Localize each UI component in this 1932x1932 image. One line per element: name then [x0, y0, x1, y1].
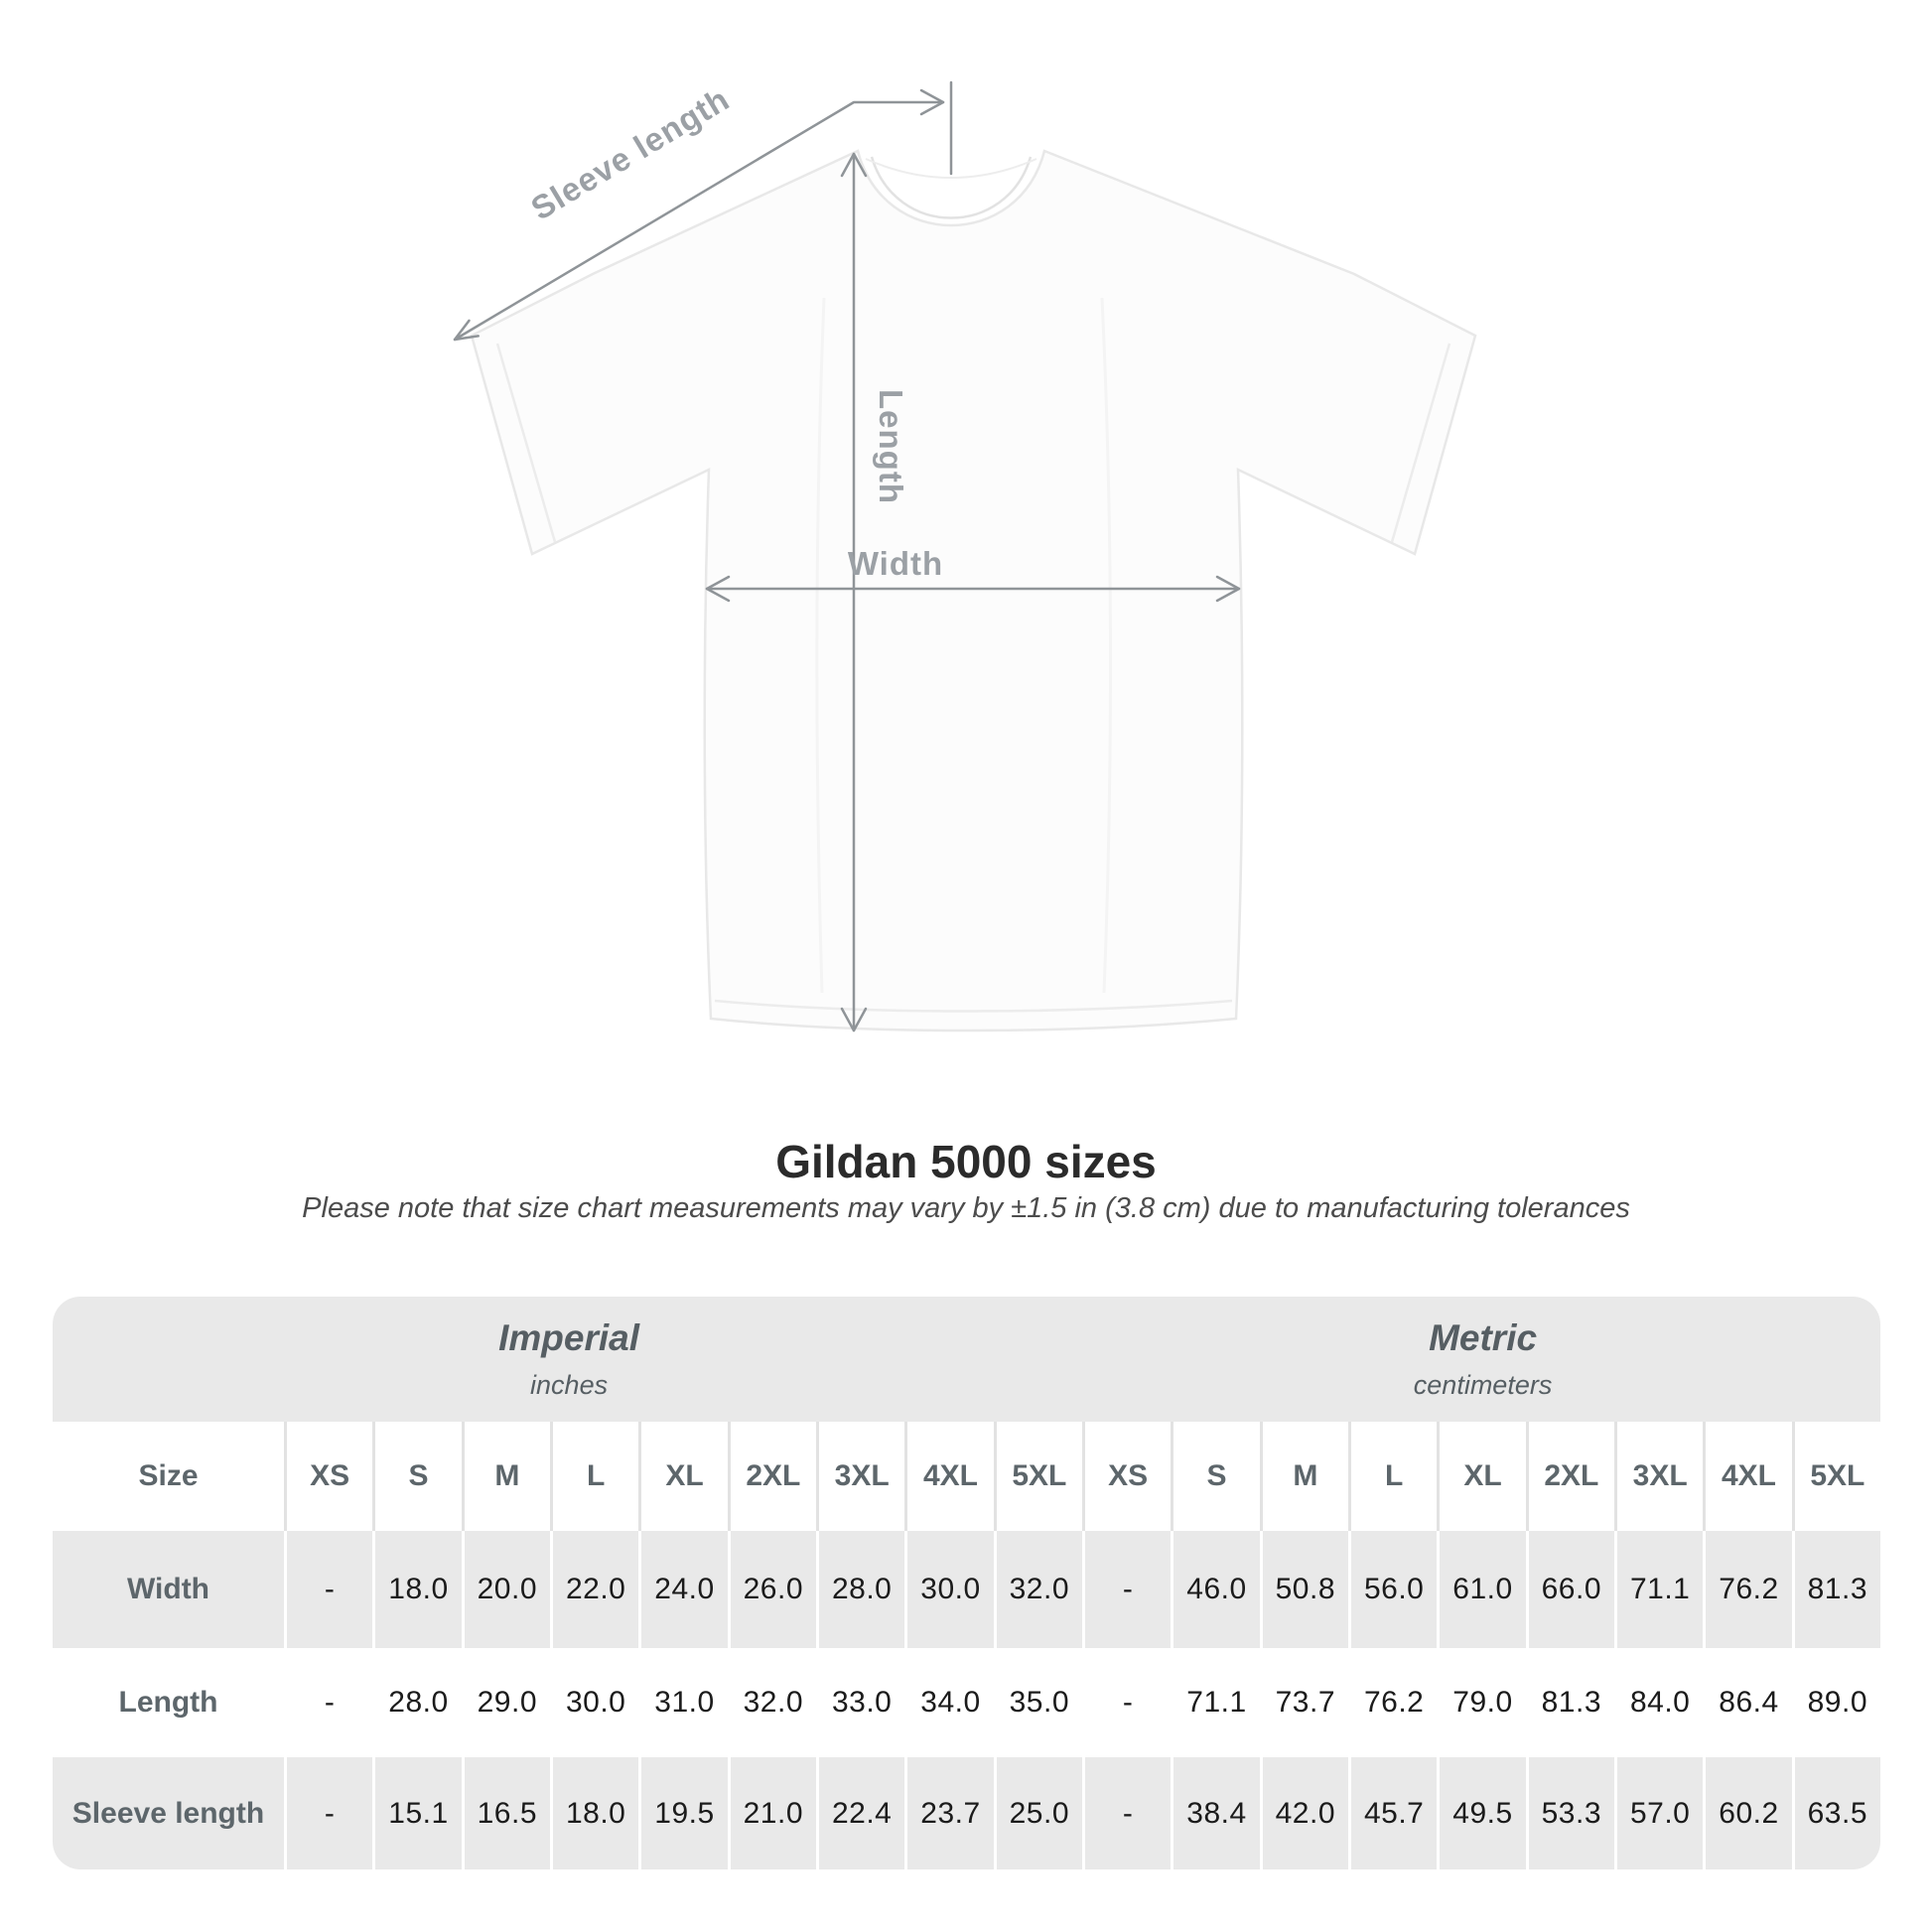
imperial-label: Imperial: [498, 1317, 640, 1358]
value-cell: 28.0: [375, 1648, 461, 1757]
value-cell: 79.0: [1440, 1648, 1525, 1757]
value-cell: 18.0: [375, 1531, 461, 1648]
value-cell: 86.4: [1706, 1648, 1791, 1757]
size-header: 5XL: [1795, 1422, 1880, 1531]
page-title: Gildan 5000 sizes: [775, 1136, 1157, 1187]
size-header: 4XL: [907, 1422, 993, 1531]
tshirt-shape: [472, 151, 1475, 1031]
size-chart-table: [53, 1297, 1880, 1869]
page-subtitle: Please note that size chart measurements may vary by ±1.5 in (3.8 cm) due to manufacturing tolerances: [302, 1192, 1630, 1224]
value-cell: 71.1: [1173, 1648, 1259, 1757]
value-cell: 15.1: [375, 1757, 461, 1869]
table-row-sleeve-length: [53, 1757, 1880, 1869]
size-header: XS: [287, 1422, 372, 1531]
value-cell: 19.5: [641, 1757, 727, 1869]
value-cell: 46.0: [1173, 1531, 1259, 1648]
value-cell: 53.3: [1529, 1757, 1614, 1869]
value-cell: -: [287, 1648, 372, 1757]
value-cell: 66.0: [1529, 1531, 1614, 1648]
value-cell: 57.0: [1617, 1757, 1703, 1869]
value-cell: -: [287, 1757, 372, 1869]
value-cell: 63.5: [1795, 1757, 1880, 1869]
value-cell: 76.2: [1351, 1648, 1437, 1757]
value-cell: 60.2: [1706, 1757, 1791, 1869]
metric-unit-group: [1085, 1297, 1880, 1422]
size-column-header: Size: [53, 1422, 284, 1531]
value-cell: 24.0: [641, 1531, 727, 1648]
tshirt-body: [472, 151, 1475, 1031]
size-header: XL: [1440, 1422, 1525, 1531]
size-header: 4XL: [1706, 1422, 1791, 1531]
value-cell: 81.3: [1529, 1648, 1614, 1757]
sleeve-length-label: Sleeve length: [524, 79, 737, 227]
row-label: Sleeve length: [53, 1757, 284, 1869]
size-header: 2XL: [1529, 1422, 1614, 1531]
value-cell: 30.0: [907, 1531, 993, 1648]
length-label: Length: [873, 389, 909, 504]
value-cell: 38.4: [1173, 1757, 1259, 1869]
value-cell: 76.2: [1706, 1531, 1791, 1648]
value-cell: -: [1085, 1648, 1171, 1757]
value-cell: 29.0: [465, 1648, 550, 1757]
table-row-length: [53, 1648, 1880, 1757]
value-cell: 71.1: [1617, 1531, 1703, 1648]
width-label: Width: [847, 545, 944, 582]
value-cell: -: [287, 1531, 372, 1648]
value-cell: 22.0: [553, 1531, 638, 1648]
value-cell: 34.0: [907, 1648, 993, 1757]
size-header: S: [375, 1422, 461, 1531]
value-cell: 35.0: [997, 1648, 1082, 1757]
value-cell: 32.0: [997, 1531, 1082, 1648]
size-header: L: [553, 1422, 638, 1531]
value-cell: 30.0: [553, 1648, 638, 1757]
value-cell: 16.5: [465, 1757, 550, 1869]
value-cell: 45.7: [1351, 1757, 1437, 1869]
value-cell: 50.8: [1263, 1531, 1348, 1648]
size-header: M: [1263, 1422, 1348, 1531]
metric-label: Metric: [1429, 1317, 1538, 1358]
size-header-row: [53, 1422, 1880, 1531]
value-cell: 22.4: [819, 1757, 904, 1869]
value-cell: 61.0: [1440, 1531, 1525, 1648]
size-header: XL: [641, 1422, 727, 1531]
size-header: S: [1173, 1422, 1259, 1531]
value-cell: 49.5: [1440, 1757, 1525, 1869]
value-cell: 81.3: [1795, 1531, 1880, 1648]
size-header: 3XL: [1617, 1422, 1703, 1531]
size-header: 5XL: [997, 1422, 1082, 1531]
row-label: Width: [53, 1531, 284, 1648]
value-cell: 20.0: [465, 1531, 550, 1648]
value-cell: 31.0: [641, 1648, 727, 1757]
value-cell: 56.0: [1351, 1531, 1437, 1648]
unit-header-band: [53, 1297, 1880, 1422]
size-header: L: [1351, 1422, 1437, 1531]
value-cell: 42.0: [1263, 1757, 1348, 1869]
imperial-unit-group: [53, 1297, 1085, 1422]
value-cell: 33.0: [819, 1648, 904, 1757]
table-row-width: [53, 1531, 1880, 1648]
value-cell: 18.0: [553, 1757, 638, 1869]
metric-unit: centimeters: [1413, 1370, 1553, 1400]
value-cell: 73.7: [1263, 1648, 1348, 1757]
value-cell: 28.0: [819, 1531, 904, 1648]
size-header: XS: [1085, 1422, 1171, 1531]
value-cell: 32.0: [731, 1648, 816, 1757]
row-label: Length: [53, 1648, 284, 1757]
size-header: M: [465, 1422, 550, 1531]
value-cell: 26.0: [731, 1531, 816, 1648]
value-cell: 23.7: [907, 1757, 993, 1869]
arrowhead: [455, 321, 479, 340]
size-header: 3XL: [819, 1422, 904, 1531]
value-cell: 25.0: [997, 1757, 1082, 1869]
size-header: 2XL: [731, 1422, 816, 1531]
value-cell: -: [1085, 1531, 1171, 1648]
value-cell: 84.0: [1617, 1648, 1703, 1757]
value-cell: -: [1085, 1757, 1171, 1869]
value-cell: 21.0: [731, 1757, 816, 1869]
imperial-unit: inches: [530, 1370, 609, 1400]
value-cell: 89.0: [1795, 1648, 1880, 1757]
